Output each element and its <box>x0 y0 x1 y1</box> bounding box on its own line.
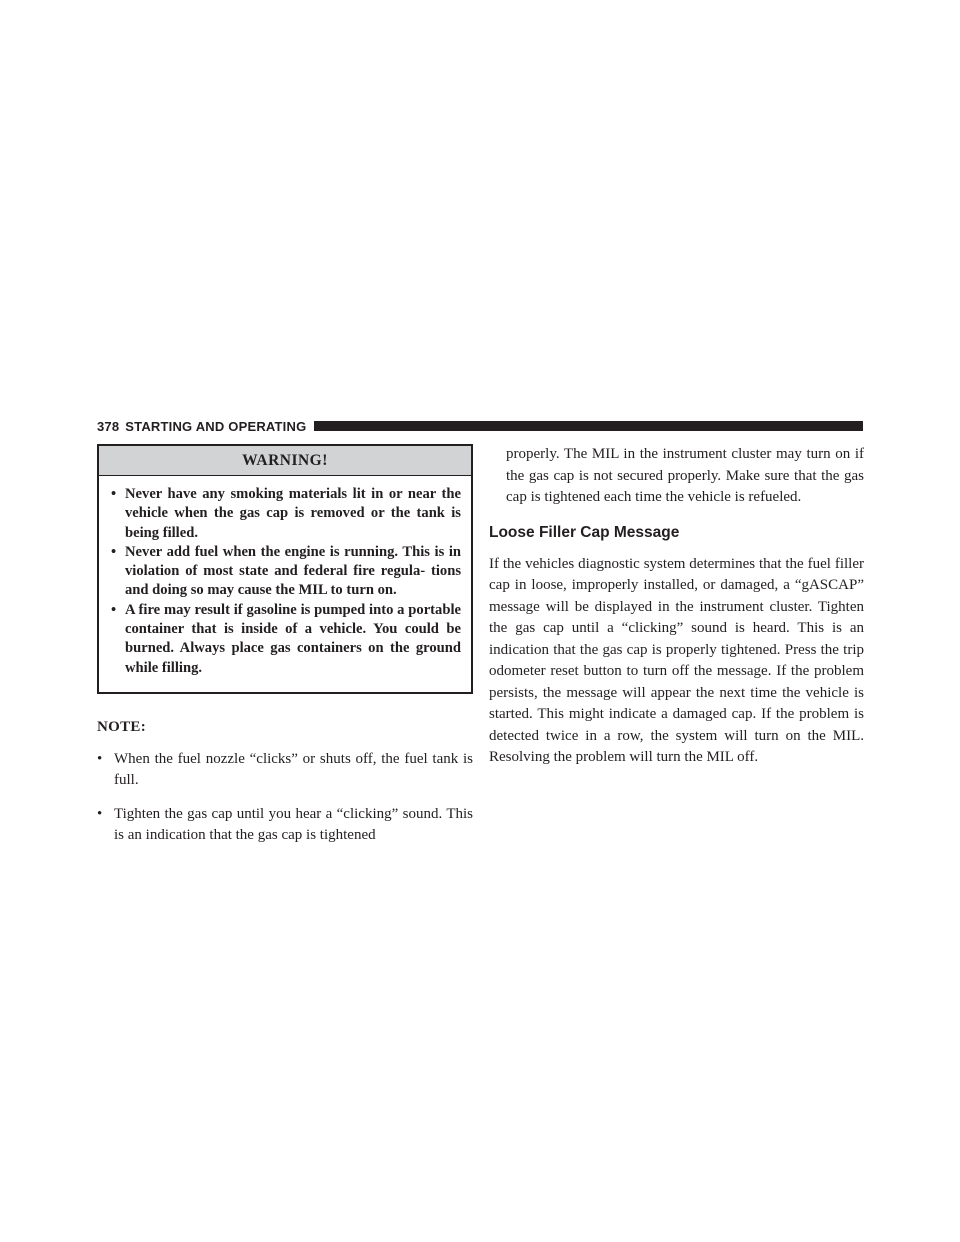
section-title: STARTING AND OPERATING <box>125 418 307 434</box>
note-text: Tighten the gas cap until you hear a “clicking” sound. This is an indication that the gas cap is tightened <box>114 805 473 844</box>
warning-text: Never have any smoking materials lit in or near the vehicle when the gas cap is removed or the tank is being filled. <box>125 486 461 541</box>
warning-item <box>111 543 461 601</box>
warning-box <box>97 444 473 694</box>
header-rule <box>314 421 863 431</box>
bullet-icon: • <box>111 486 117 502</box>
bullet-icon: • <box>97 750 103 767</box>
note-list <box>97 749 473 847</box>
note-label: NOTE: <box>97 718 147 735</box>
right-column <box>489 444 864 769</box>
warning-title: WARNING! <box>99 446 471 476</box>
left-column <box>97 444 473 859</box>
bullet-icon: • <box>97 805 103 822</box>
note-continuation: properly. The MIL in the instrument cluster may turn on if the gas cap is not secured properly. Make sure that the gas cap is tightened each time the vehicle is refueled. <box>506 446 864 505</box>
body-paragraph: If the vehicles diagnostic system determines that the fuel filler cap in loose, improperly installed, or damaged, a “gASCAP” message will be displayed in the instrument cluster. Tighten the gas cap until a “clicking” sound is heard. This is an indication that the gas cap is properly tightened. Press the trip odometer reset button to turn off the message. If the problem persists, the message will appear the next time the vehicle is started. This might indicate a damaged cap. If the problem is detected twice in a row, the system will turn on the MIL. Resolving the problem will turn the MIL off. <box>489 555 864 765</box>
note-item <box>97 749 473 792</box>
warning-item <box>111 485 461 543</box>
note-item <box>97 804 473 847</box>
warning-text: Never add fuel when the engine is running. This is in violation of most state and federal fire regula- tions and doing so may cause the MIL to turn on. <box>125 543 461 599</box>
note-text: When the fuel nozzle “clicks” or shuts off, the fuel tank is full. <box>114 750 473 789</box>
warning-text: A fire may result if gasoline is pumped into a portable container that is inside of a vehicle. You could be burned. Always place gas containers on the ground while filling. <box>125 601 461 676</box>
page-header <box>97 419 863 433</box>
warning-list <box>99 476 471 692</box>
page-number: 378 <box>97 418 120 434</box>
bullet-icon: • <box>111 543 117 560</box>
warning-item <box>111 601 461 678</box>
bullet-icon: • <box>111 601 117 618</box>
section-heading: Loose Filler Cap Message <box>489 523 680 541</box>
